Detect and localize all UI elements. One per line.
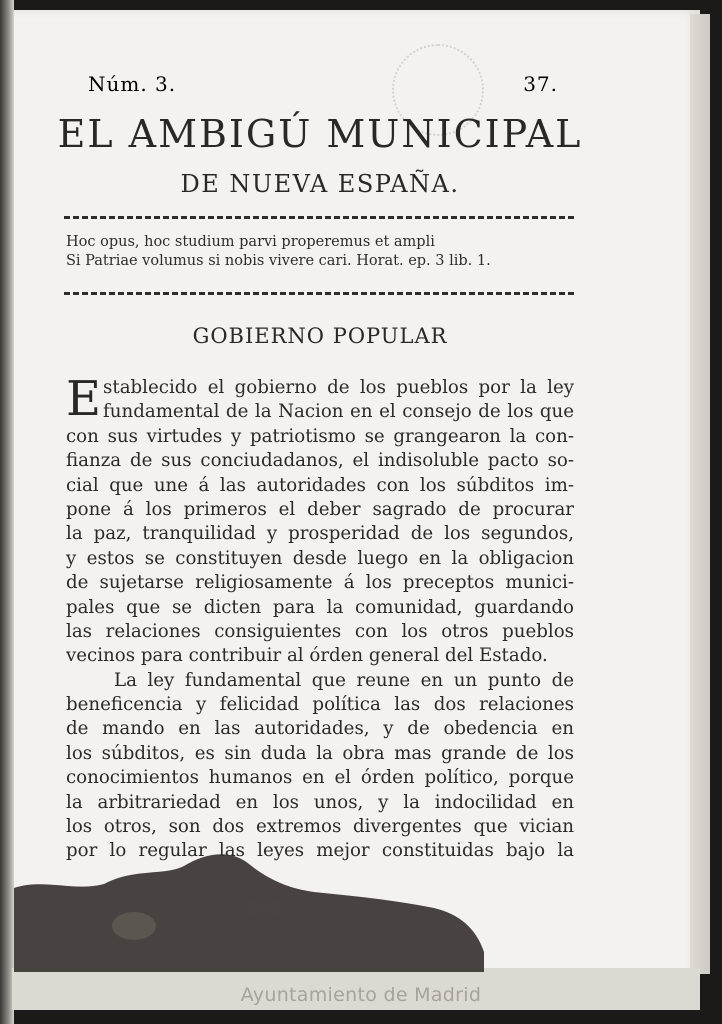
text-line: stablecido el gobierno de los pueblos por la ley (103, 377, 574, 398)
text-line: y estos se constituyen desde luego en la obligacion (66, 547, 574, 569)
text-line: vecinos para contribuir al órden general del Estado. (66, 645, 548, 667)
divider-bottom (64, 292, 574, 295)
text-line: fianza de sus conciudadanos, el indisoluble pacto so- (66, 450, 574, 472)
text-line: beneficencia y felicidad política las dos relaciones (66, 694, 574, 716)
divider-top (64, 216, 574, 219)
epigraph-line-2: Si Patriae volumus si nobis vivere cari. Horat. ep. 3 lib. 1. (66, 253, 491, 269)
text-line: por lo regular las leyes mejor constituidas bajo la (66, 840, 574, 862)
masthead-title: EL AMBIGÚ MUNICIPAL (57, 112, 583, 156)
text-line: de sujetarse religiosamente á los preceptos munici- (66, 572, 574, 594)
text-line: con sus virtudes y patriotismo se grangearon la con- (66, 425, 574, 447)
masthead-subtitle: DE NUEVA ESPAÑA. (180, 170, 460, 198)
paragraph-1 (66, 371, 574, 669)
drop-cap: E (66, 371, 102, 427)
epigraph (66, 233, 586, 271)
page-edge-right (690, 14, 710, 974)
article-body (66, 371, 574, 864)
text-line: cial que une á las autoridades con los súbditos im- (66, 474, 574, 496)
text-line: los súbditos, es sin duda la obra mas grande de los (66, 742, 574, 764)
text-line: de mando en las autoridades, y de obedencia en (66, 718, 574, 740)
text-line: la arbitrariedad en los unos, y la indocilidad en (66, 791, 574, 813)
text-line: fundamental de la Nacion en el consejo de los que (103, 401, 574, 423)
section-heading: GOBIERNO POPULAR (192, 324, 448, 348)
text-line: la paz, tranquilidad y prosperidad de los segundos, (66, 523, 574, 545)
text-line: los otros, son dos extremos divergentes que vician (66, 816, 574, 838)
page-number: 37. (523, 72, 558, 96)
watermark-text: Ayuntamiento de Madrid (240, 984, 482, 1006)
page-header (88, 72, 558, 96)
paragraph-2 (66, 669, 574, 864)
issue-number: Núm. 3. (88, 72, 177, 96)
epigraph-line-1: Hoc opus, hoc studium parvi properemus et ampli (66, 234, 435, 250)
text-line: pone á los primeros el deber sagrado de procurar (66, 498, 574, 520)
text-line: las relaciones consiguientes con los otros pueblos (66, 620, 574, 642)
ink-stain (14, 848, 484, 972)
text-line: conocimientos humanos en el órden político, porque (66, 767, 574, 789)
text-line: pales que se dicten para la comunidad, guardando (66, 596, 574, 618)
text-line: La ley fundamental que reune en un punto de (114, 669, 574, 691)
